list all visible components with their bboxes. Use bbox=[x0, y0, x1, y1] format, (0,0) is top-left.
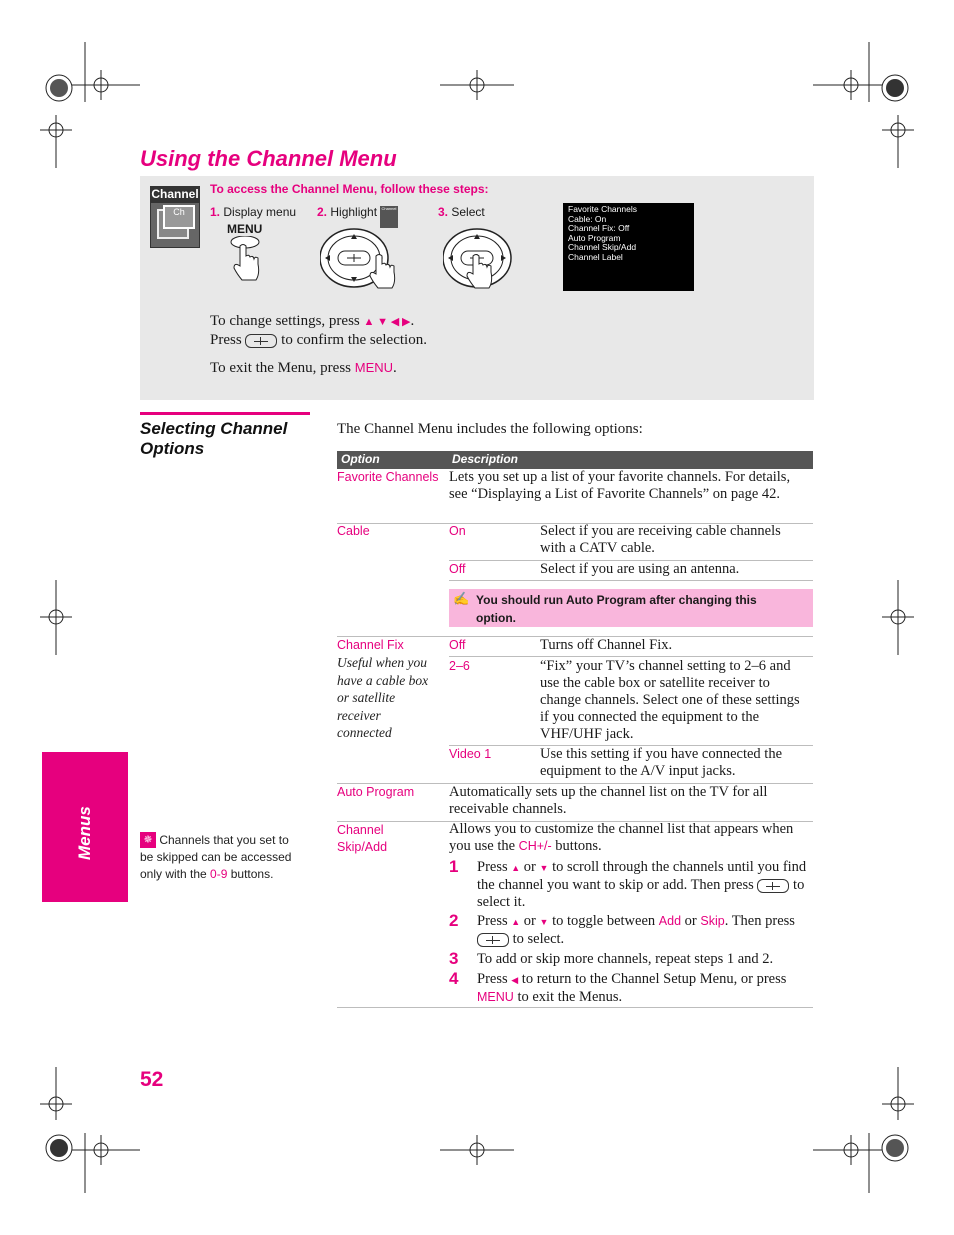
page-title: Using the Channel Menu bbox=[140, 146, 397, 171]
section-heading: Selecting Channel Options bbox=[140, 419, 288, 458]
skip-step-1: Press ▲ or ▼ to scroll through the channels until you find the channel you want to skip or add. Then press to select it. bbox=[477, 859, 807, 910]
step-2: 2. Highlight bbox=[317, 205, 378, 219]
cable-on-desc: Select if you are receiving cable channels with a CATV cable. bbox=[540, 523, 781, 556]
favorite-desc: Lets you set up a list of your favorite channels. For details, see “Displaying a List of Favorite Channels” on page 42. bbox=[449, 469, 791, 502]
step-3: 3. Select bbox=[438, 205, 485, 219]
side-tab-label: Menus bbox=[75, 806, 94, 860]
skip-add-intro: Allows you to customize the channel list that appears when you use the CH+/- buttons. bbox=[449, 821, 794, 854]
menu-button-label: MENU bbox=[227, 222, 263, 236]
option-channel-fix: Channel Fix bbox=[337, 638, 404, 652]
page-number: 52 bbox=[140, 1068, 164, 1091]
enter-key-icon bbox=[757, 879, 789, 893]
confirm-line: Press to confirm the selection. bbox=[210, 332, 427, 348]
joystick-select-icon bbox=[443, 228, 513, 298]
screen-item: Auto Program bbox=[568, 232, 621, 243]
fix-range-label: 2–6 bbox=[449, 659, 470, 673]
fix-off-desc: Turns off Channel Fix. bbox=[540, 637, 673, 653]
cable-on-label: On bbox=[449, 524, 466, 538]
screen-item: Cable: On bbox=[568, 213, 607, 224]
fix-video-label: Video 1 bbox=[449, 747, 492, 761]
section-intro: The Channel Menu includes the following options: bbox=[337, 421, 643, 437]
fix-video-desc: Use this setting if you have connected the equipment to the A/V input jacks. bbox=[540, 746, 783, 779]
left-arrow-icon: ◀ bbox=[511, 975, 519, 985]
step-number: 1 bbox=[449, 857, 459, 876]
screen-item: Channel Label bbox=[568, 251, 623, 262]
cable-off-desc: Select if you are using an antenna. bbox=[540, 561, 740, 577]
channel-menu-screen bbox=[563, 203, 694, 291]
cable-note: ✍ You should run Auto Program after changing this option. bbox=[449, 589, 813, 627]
step-number: 4 bbox=[449, 969, 459, 988]
lightbulb-icon: ✵ bbox=[140, 832, 156, 848]
up-arrow-icon: ▲ bbox=[511, 917, 521, 927]
divider bbox=[449, 656, 813, 657]
down-arrow-icon: ▼ bbox=[539, 917, 549, 927]
access-heading: To access the Channel Menu, follow these steps: bbox=[210, 182, 489, 196]
option-channel-skip-add: Channel Skip/Add bbox=[337, 823, 388, 854]
channel-highlight-icon: Channel bbox=[380, 206, 398, 228]
up-arrow-icon: ▲ bbox=[511, 863, 521, 873]
col-description: Description bbox=[452, 452, 519, 466]
section-rule bbox=[140, 412, 310, 415]
skip-step-3: To add or skip more channels, repeat steps 1 and 2. bbox=[477, 951, 774, 967]
channel-menu-icon: Channel Ch bbox=[150, 186, 200, 246]
row-divider bbox=[337, 1007, 813, 1008]
table-header bbox=[337, 451, 813, 469]
note-pencil-icon: ✍ bbox=[453, 591, 470, 606]
col-option: Option bbox=[341, 452, 380, 466]
hand-press-icon bbox=[228, 236, 268, 286]
exit-line: To exit the Menu, press MENU. bbox=[210, 360, 397, 376]
skip-step-2: Press ▲ or ▼ to toggle between Add or Skip. Then press to select. bbox=[477, 913, 795, 947]
screen-item: Channel Fix: Off bbox=[568, 223, 630, 233]
step-number: 2 bbox=[449, 911, 459, 930]
auto-program-desc: Automatically sets up the channel list on the TV for all receivable channels. bbox=[449, 784, 768, 817]
fix-range-desc: “Fix” your TV’s channel setting to 2–6 and use the cable box or satellite receiver to change channels. Select one of these settings if you connected the equipment to the VHF/UHF jack. bbox=[540, 658, 800, 742]
screen-item: Channel Skip/Add bbox=[568, 242, 637, 252]
skip-step-4: Press ◀ to return to the Channel Setup Menu, or press MENU to exit the Menus. bbox=[477, 971, 787, 1005]
tip-note: ✵ Channels that you set to be skipped can be accessed only with the 0-9 buttons. bbox=[140, 833, 292, 881]
arrow-keys-icon: ▲ ▼ ◀ ▶ bbox=[363, 316, 411, 328]
cable-off-label: Off bbox=[449, 562, 466, 576]
option-favorite-channels: Favorite Channels bbox=[337, 470, 439, 484]
change-settings-line: To change settings, press ▲ ▼ ◀ ▶. bbox=[210, 313, 415, 329]
fix-off-label: Off bbox=[449, 638, 466, 652]
joystick-icon bbox=[320, 228, 400, 298]
option-auto-program: Auto Program bbox=[337, 785, 415, 799]
enter-key-icon bbox=[477, 933, 509, 947]
option-cable: Cable bbox=[337, 524, 370, 538]
divider bbox=[449, 580, 813, 581]
screen-item: Favorite Channels bbox=[568, 204, 637, 214]
step-number: 3 bbox=[449, 949, 459, 968]
step-1: 1. Display menu bbox=[210, 205, 297, 219]
channel-fix-note: Useful when you have a cable box or satellite receiver connected bbox=[337, 655, 429, 740]
down-arrow-icon: ▼ bbox=[539, 863, 549, 873]
enter-key-icon bbox=[245, 334, 277, 348]
